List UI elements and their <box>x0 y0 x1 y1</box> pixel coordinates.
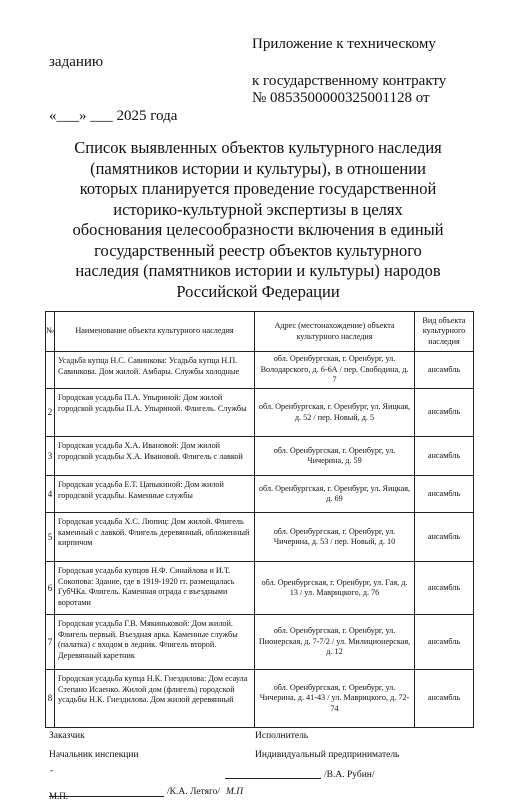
object-type: ансамбль <box>415 670 474 728</box>
stamp-mark: М.П. <box>49 791 69 801</box>
object-name: Городская усадьба Х.А. Ивановой: Дом жилой городской усадьбы Х.А. Ивановой. Флигель с лавкой <box>55 437 255 476</box>
table-row <box>46 513 474 562</box>
contract-number: № 0853500000325001128 от <box>252 90 430 106</box>
title-line: наследия (памятников истории и культуры) народов <box>75 261 441 280</box>
object-address: обл. Оренбургская, г. Оренбург, ул. Пионерская, д. 7-7/2 / ул. Милиционерская, д. 12 <box>255 615 415 670</box>
executor-signature-line <box>225 778 321 779</box>
document-title <box>20 138 496 302</box>
title-line: Российской Федерации <box>176 281 340 301</box>
object-type: ансамбль <box>415 476 474 513</box>
executor-signature: /В.А. Рубин/ <box>324 770 375 780</box>
col-header-type: Вид объекта культурного наследия <box>415 312 474 352</box>
object-address: обл. Оренбургская, г. Оренбург, ул. Чичерина, д. 53 / пер. Новый, д. 10 <box>255 513 415 562</box>
executor-label: Исполнитель <box>255 731 309 741</box>
title-line: Список выявленных объектов культурного наследия <box>74 138 442 157</box>
row-number: 3 <box>46 437 55 476</box>
object-type: ансамбль <box>415 513 474 562</box>
row-number: 8 <box>46 670 55 728</box>
object-type: ансамбль <box>415 389 474 437</box>
customer-position: Начальник инспекции <box>49 750 139 760</box>
object-name: Городская усадьба Е.Т. Цапыкиной: Дом жилой городской усадьбы. Каменные службы <box>55 476 255 513</box>
object-type: ансамбль <box>415 352 474 389</box>
executor-position: Индивидуальный предприниматель <box>255 750 400 760</box>
table-row <box>46 352 474 389</box>
table-row <box>46 389 474 437</box>
customer-label: Заказчик <box>49 731 85 741</box>
customer-stamp-mark: М.П <box>226 787 244 797</box>
appendix-heading: Приложение к техническому <box>252 36 436 52</box>
title-line: (памятников истории и культуры), в отношении <box>90 158 426 178</box>
row-number: 5 <box>46 513 55 562</box>
table-row <box>46 476 474 513</box>
contract-reference: к государственному контракту <box>252 73 447 89</box>
object-address: обл. Оренбургская, г. Оренбург, ул. Яицкая, д. 69 <box>255 476 415 513</box>
object-address: обл. Оренбургская, г. Оренбург, ул. Гая, д. 13 / ул. Маврицкого, д. 76 <box>255 562 415 615</box>
row-number: 4 <box>46 476 55 513</box>
table-row <box>46 615 474 670</box>
object-name: Городская усадьба купцов Н.Ф. Синайлова и И.Т. Сокопова: Здание, где в 1919-1920 гг. размещалась ГубЧКа. Флигель. Каменная ограда с въездными воротами <box>55 562 255 615</box>
row-number: 7 <box>46 615 55 670</box>
object-name: Городская усадьба Г.В. Мякиньковой: Дом жилой. Флигель первый. Въездная арка. Каменные службы (палатка) с входом в ледник. Флигель второй. Деревянный каретник <box>55 615 255 670</box>
object-name: Усадьба купца Н.С. Савинкова: Усадьба купца Н.П. Савинкова. Дом жилой. Амбары. Службы холодные <box>55 352 255 389</box>
table-row <box>46 670 474 728</box>
object-address: обл. Оренбургская, г. Оренбург, ул. Чичерина, д. 59 <box>255 437 415 476</box>
appendix-heading-cont: заданию <box>49 54 104 70</box>
row-number: 2 <box>46 389 55 437</box>
table-header-row <box>46 312 474 352</box>
title-line: историко-культурной экспертизы в целях <box>113 199 403 219</box>
object-address: обл. Оренбургская, г. Оренбург, ул. Чичерина, д. 41-43 / ул. Маврицкого, д. 72-74 <box>255 670 415 728</box>
col-header-name: Наименование объекта культурного наследия <box>55 312 255 352</box>
heritage-objects-table <box>45 311 474 728</box>
object-name: Городская усадьба купца Н.К. Гнездилова: Дом есаула Степано Исаенко. Жилой дом (флигель) городской усадьбы Н.К. Гнездилова. Дом жилой деревянный <box>55 670 255 728</box>
object-type: ансамбль <box>415 615 474 670</box>
contract-date: «___» ___ 2025 года <box>49 108 178 124</box>
col-header-number: № <box>46 312 55 352</box>
object-address: обл. Оренбургская, г. Оренбург, ул. Яицкая, д. 52 / пер. Новый, д. 5 <box>255 389 415 437</box>
object-name: Городская усадьба Х.С. Люпиц: Дом жилой. Флигель каменный с лавкой. Флигель деревянный, обложенный кирпичом <box>55 513 255 562</box>
row-number <box>46 352 55 389</box>
object-type: ансамбль <box>415 562 474 615</box>
object-type: ансамбль <box>415 437 474 476</box>
object-name: Городская усадьба П.А. Упыриной: Дом жилой городской усадьбы П.А. Упыриной. Флигель. Службы <box>55 389 255 437</box>
title-line: государственный реестр объектов культурного <box>94 240 422 260</box>
row-number: 6 <box>46 562 55 615</box>
customer-signature: /К.А. Летяго/ <box>167 787 221 797</box>
title-line: которых планируется проведение государственной <box>79 179 437 198</box>
dash-mark: - <box>50 766 54 776</box>
title-line: обоснования целесообразности включения в единый <box>72 220 444 239</box>
object-address: обл. Оренбургская, г. Оренбург, ул. Володарского, д. 6-6А / пер. Свободина, д. 7 <box>255 352 415 389</box>
table-row <box>46 437 474 476</box>
table-row <box>46 562 474 615</box>
col-header-address: Адрес (местонахождение) объекта культурного наследия <box>255 312 415 352</box>
